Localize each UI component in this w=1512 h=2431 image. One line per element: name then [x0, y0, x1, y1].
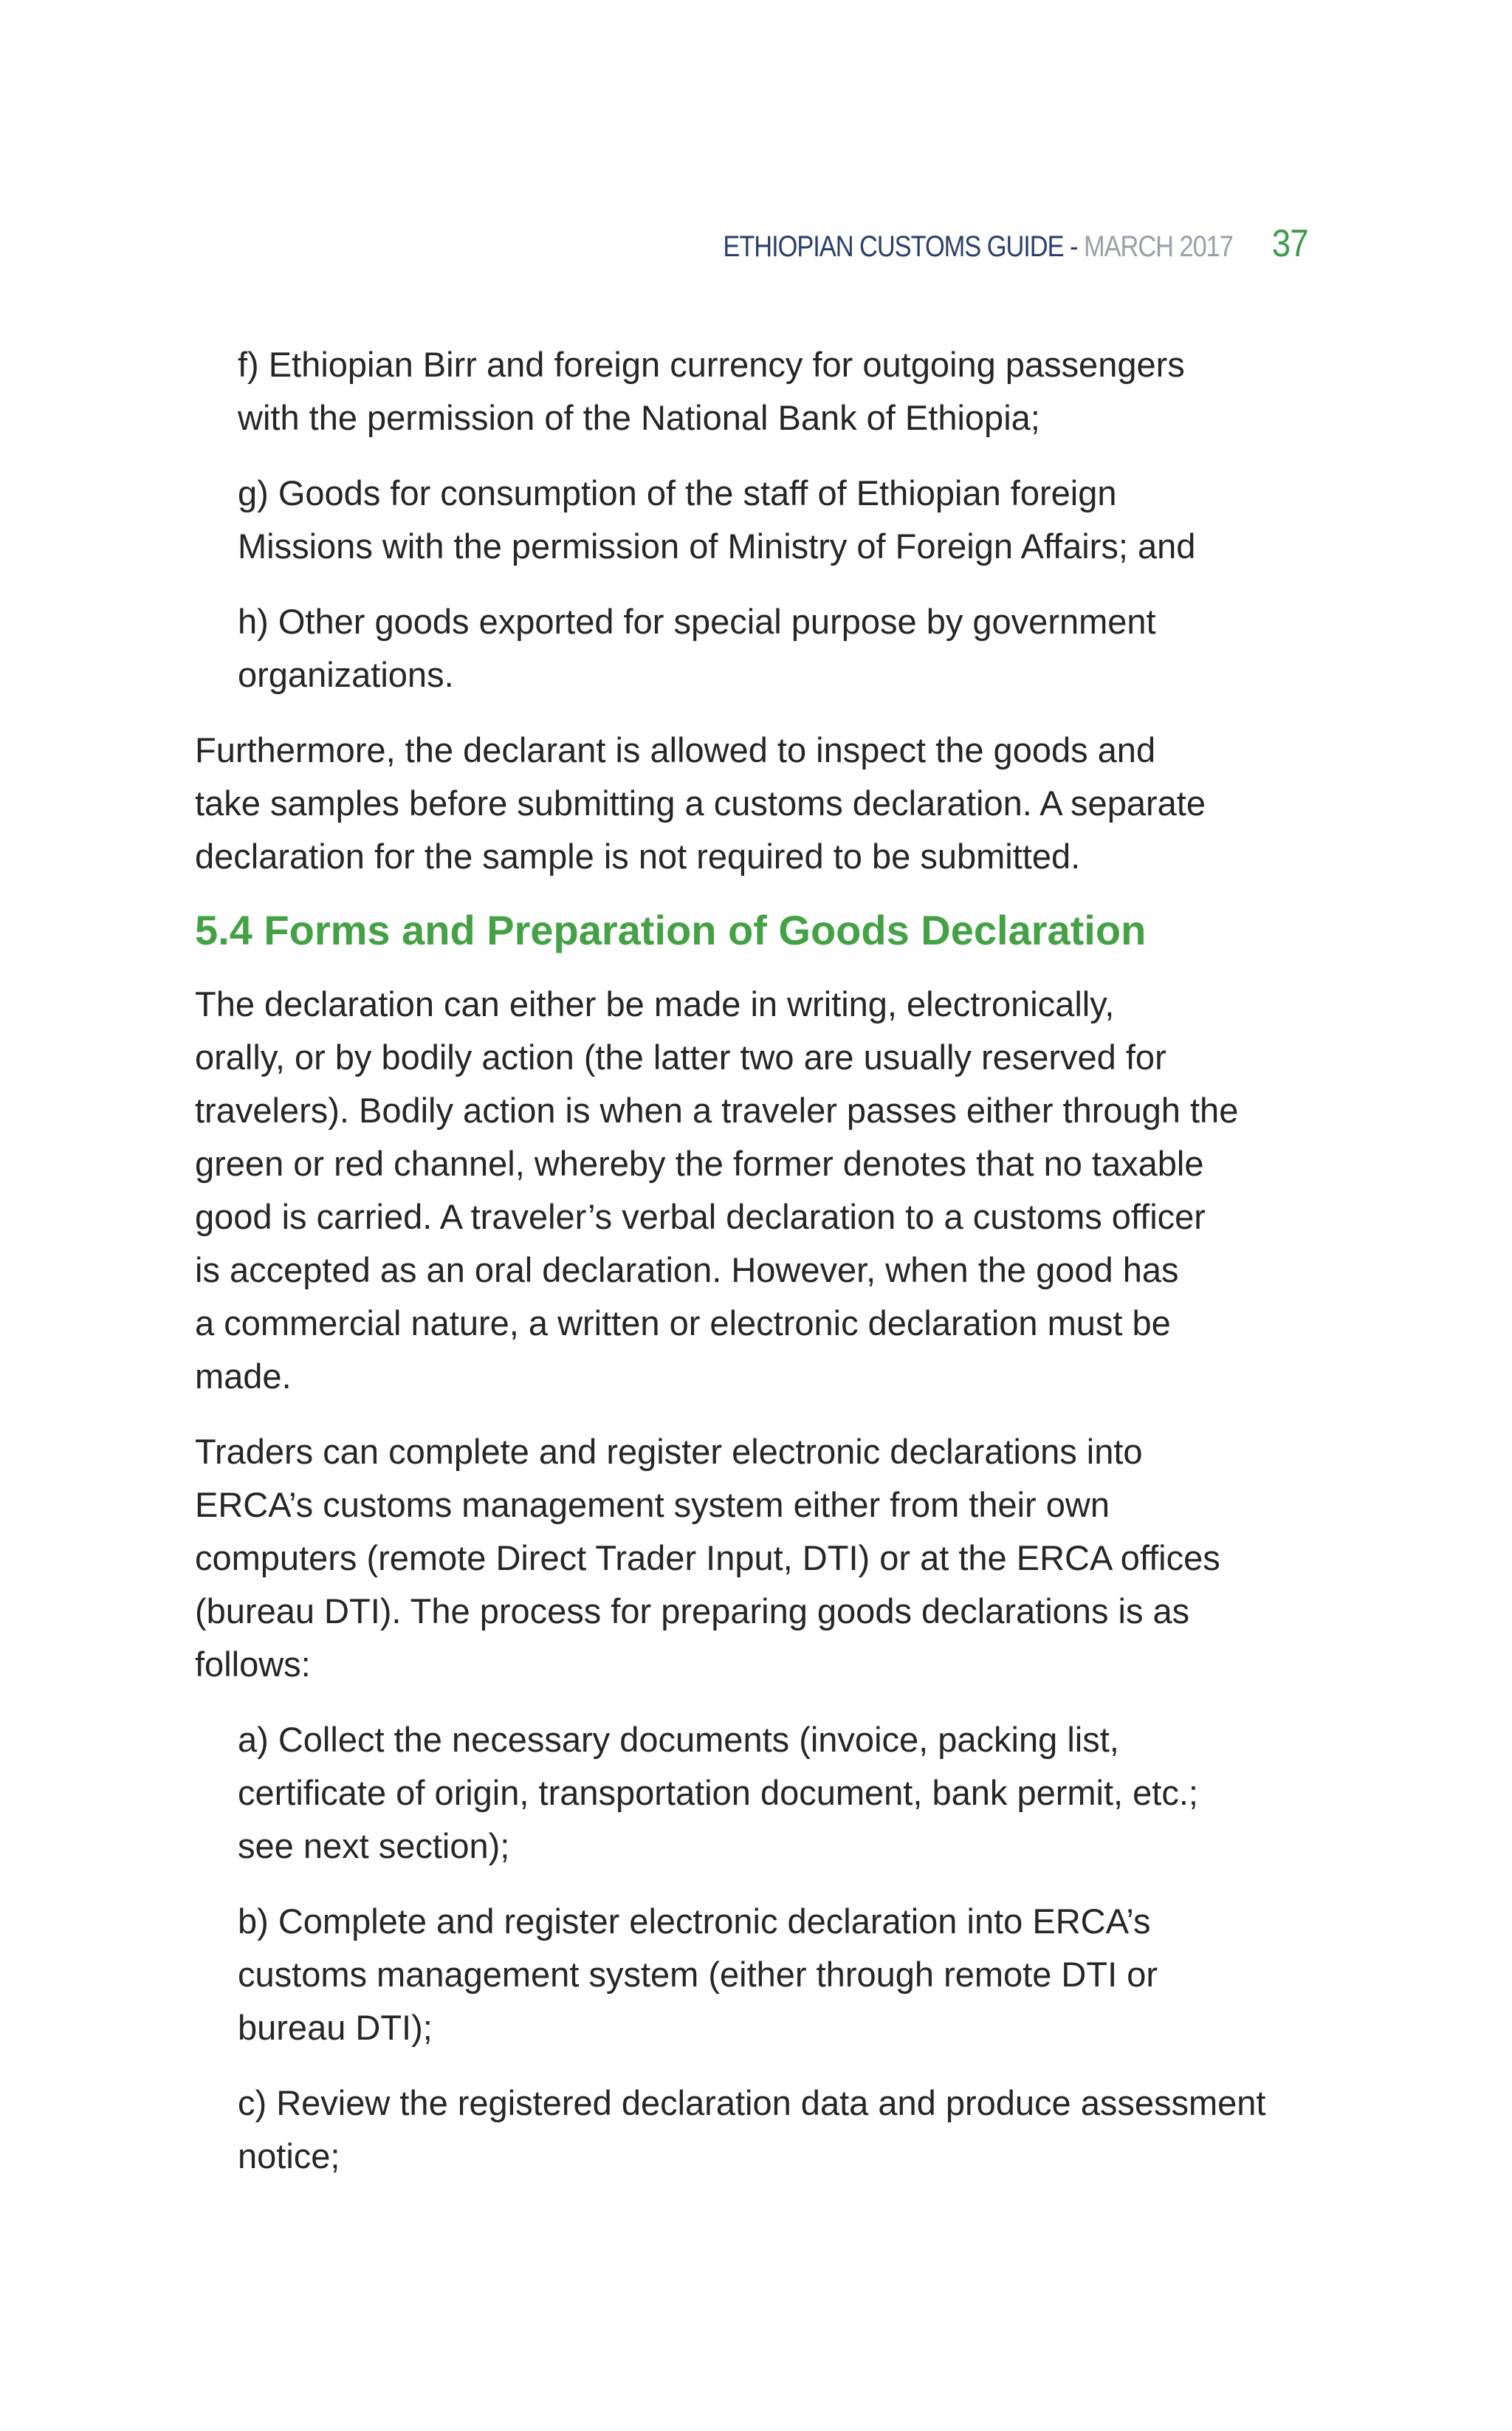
guide-title-text: ETHIOPIAN CUSTOMS GUIDE [723, 230, 1064, 263]
list-item-g: g) Goods for consumption of the staff of Ethiopian foreign Missions with the permission of Ministry of Foreign Affairs; and [238, 473, 1196, 566]
paragraph-traders: Traders can complete and register electronic declarations into ERCA’s customs management system either from their own computers (remote Direct Trader Input, DTI) or at the ERCA offices (bureau DTI). The process for preparing goods declarations is as follows: [195, 1432, 1220, 1684]
list-item-b: b) Complete and register electronic declaration into ERCA’s customs management system (either through remote DTI or bureau DTI); [238, 1902, 1158, 2047]
list-item-a: a) Collect the necessary documents (invoice, packing list, certificate of origin, transportation document, bank permit, etc.; see next section); [238, 1720, 1198, 1865]
paragraph-furthermore: Furthermore, the declarant is allowed to inspect the goods and take samples before submitting a customs declaration. A separate declaration for the sample is not required to be submitted. [195, 730, 1206, 876]
guide-title [724, 230, 1233, 264]
header-date: MARCH 2017 [1084, 230, 1234, 263]
section-heading: 5.4 Forms and Preparation of Goods Declaration [195, 907, 1147, 953]
list-item-f: f) Ethiopian Birr and foreign currency for outgoing passengers with the permission of the National Bank of Ethiopia; [238, 345, 1185, 437]
list-item-c: c) Review the registered declaration data and produce assessment notice; [238, 2083, 1266, 2175]
list-item-h: h) Other goods exported for special purpose by government organizations. [238, 602, 1156, 694]
header-separator: - [1063, 230, 1085, 263]
running-header [640, 222, 1308, 266]
paragraph-declaration: The declaration can either be made in writing, electronically, orally, or by bodily action (the latter two are usually reserved for travelers). Bodily action is when a traveler passes either through the green or red channel, whereby the former denotes that no taxable good is carried. A traveler’s verbal declaration to a customs officer is accepted as an oral declaration. However, when the good has a commercial nature, a written or electronic declaration must be made. [195, 984, 1239, 1396]
body-text [195, 338, 1317, 2205]
page-number: 37 [1271, 222, 1308, 265]
